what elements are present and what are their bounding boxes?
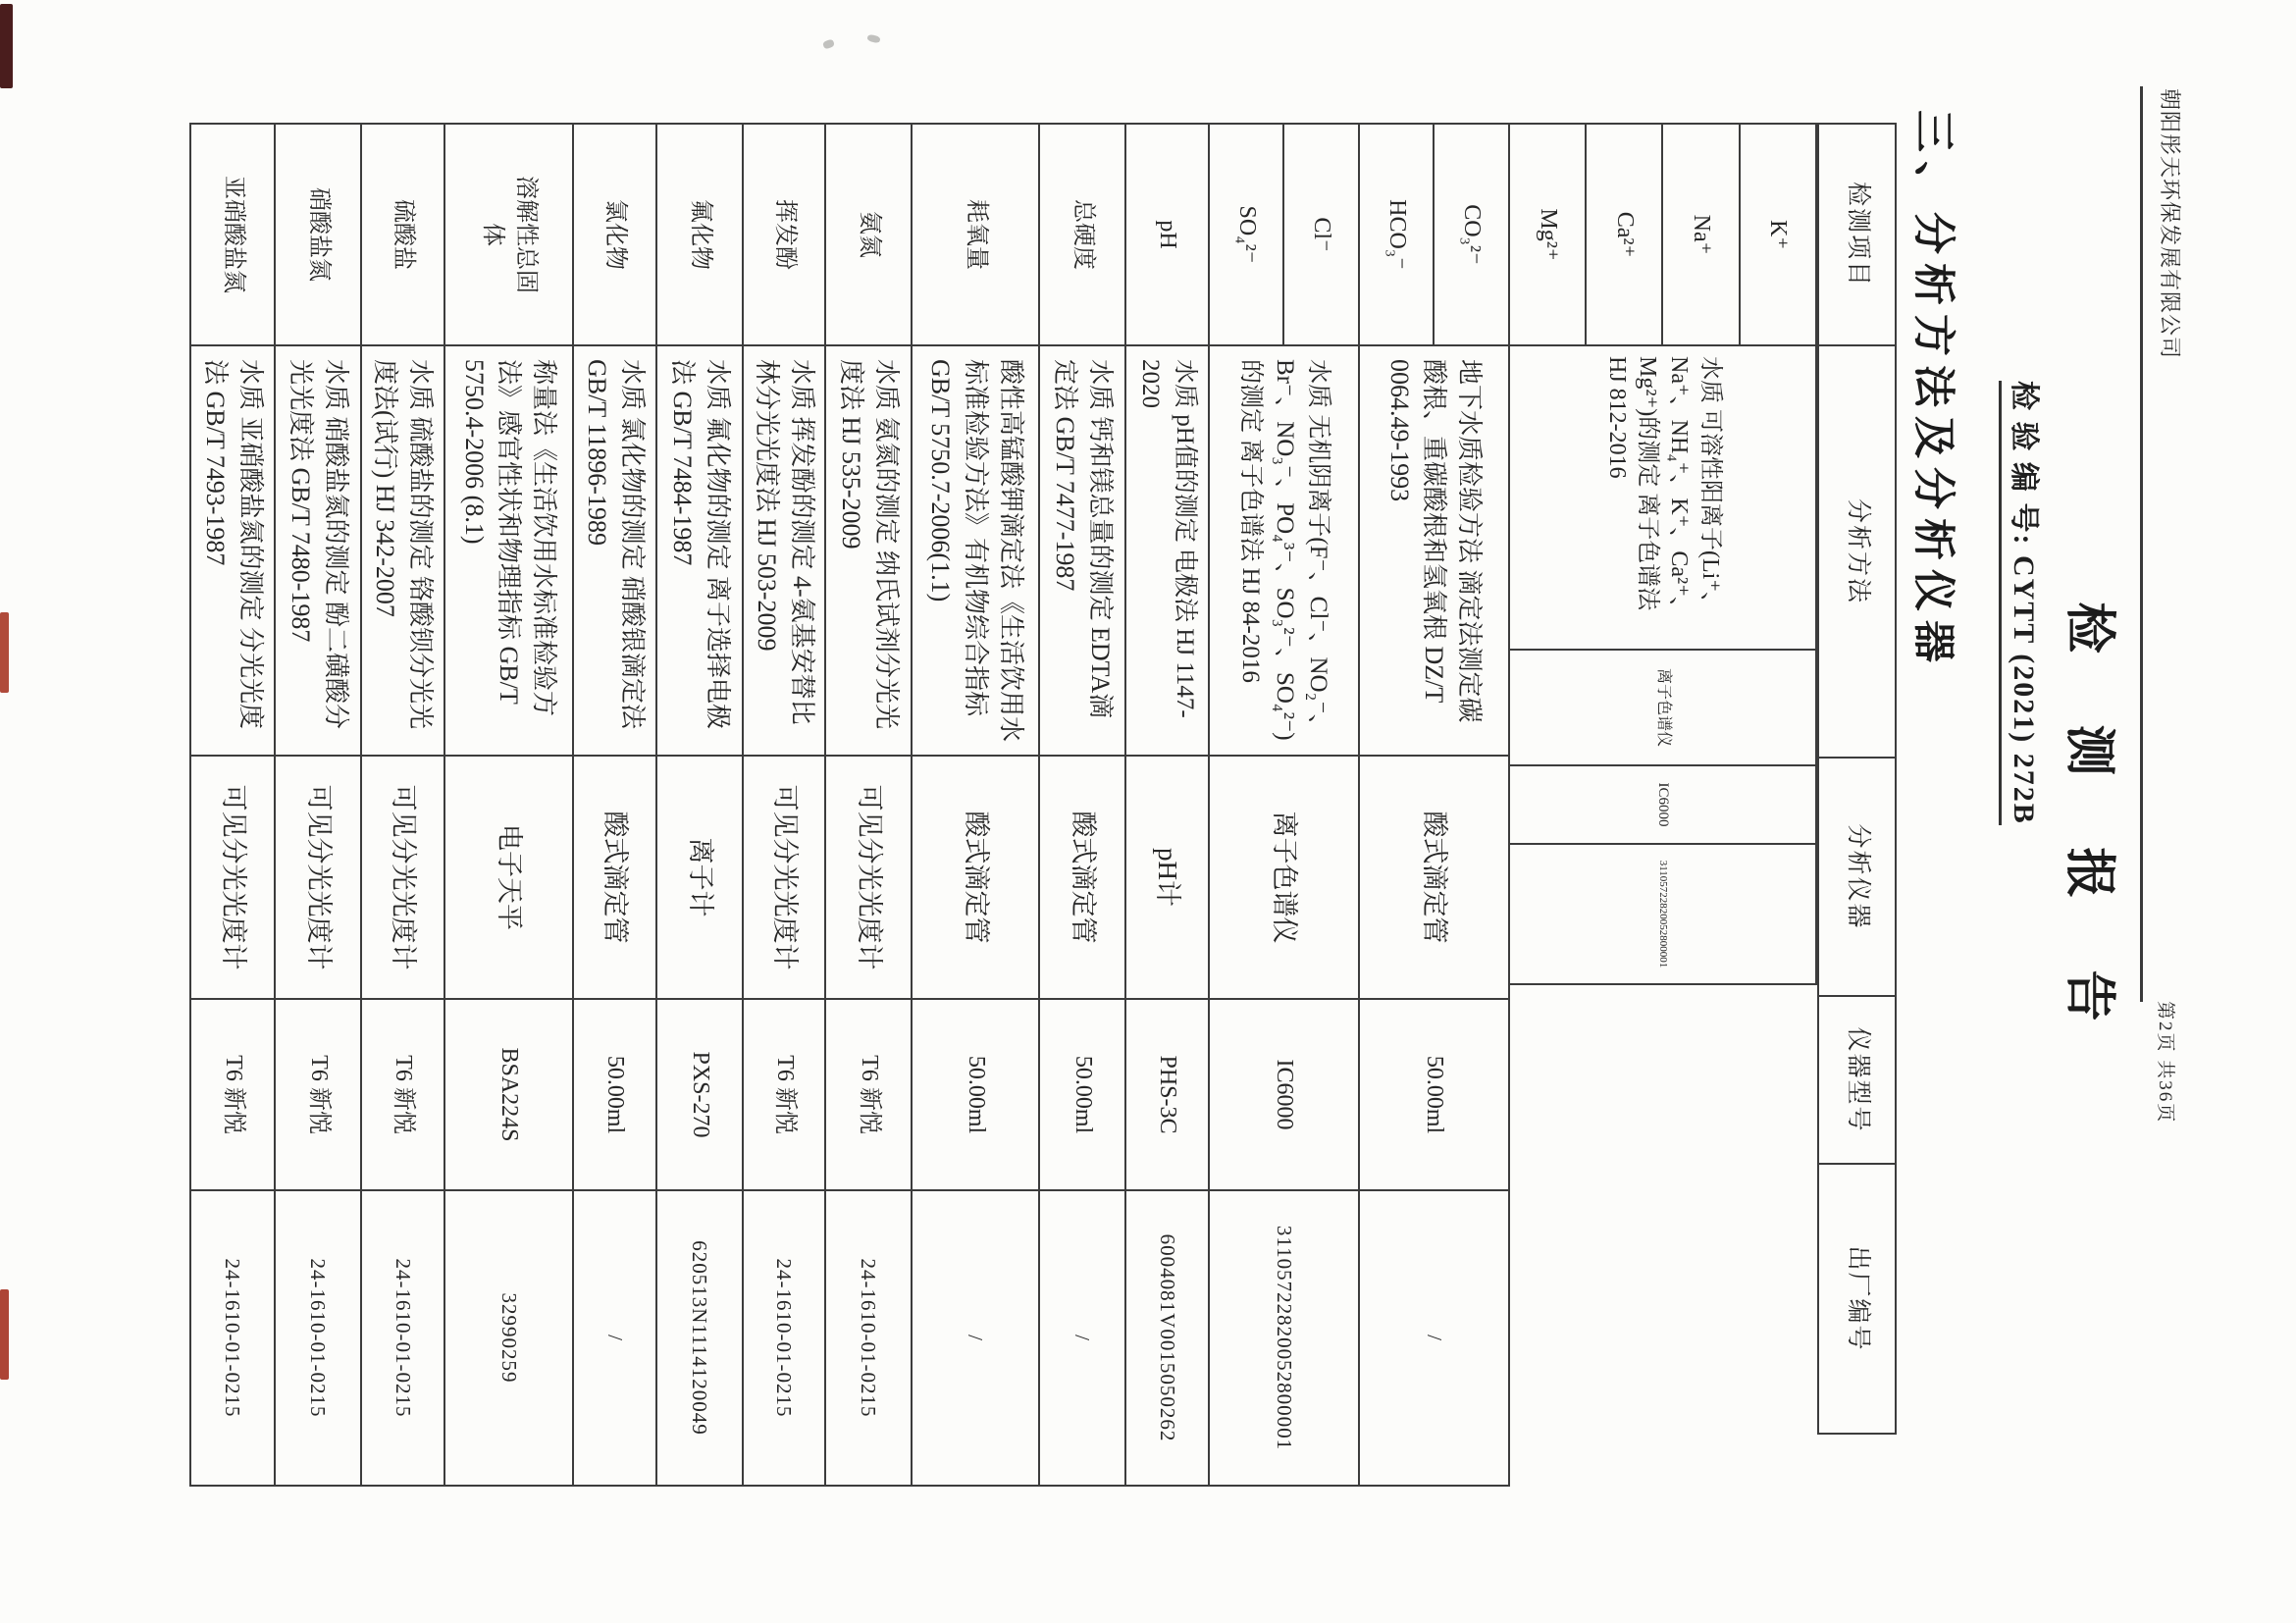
model-cell: T6 新悦 bbox=[824, 998, 913, 1191]
col-header-method: 分析方法 bbox=[1817, 344, 1897, 759]
table-row-group bbox=[824, 123, 913, 1487]
test-item-text: 硫酸盐 bbox=[391, 199, 417, 270]
model-cell: 50.00ml bbox=[1358, 998, 1510, 1191]
serial-cell: / bbox=[1038, 1189, 1126, 1487]
serial-cell: 31105722820052800001 bbox=[1208, 1189, 1360, 1487]
serial-cell: 32990259 bbox=[444, 1189, 574, 1487]
test-item-label bbox=[276, 125, 360, 344]
serial-cell: 24-1610-01-0215 bbox=[274, 1189, 362, 1487]
method-cell: 水质 氨氮的测定 纳氏试剂分光光度法 HJ 535-2009 bbox=[824, 344, 913, 757]
method-cell: 水质 pH值的测定 电极法 HJ 1147-2020 bbox=[1124, 344, 1210, 757]
test-item-text: 氟化物 bbox=[687, 199, 713, 270]
test-item-cells bbox=[1358, 123, 1510, 346]
table-row-group bbox=[1124, 123, 1210, 1487]
test-item-text: HCO₃⁻ bbox=[1383, 199, 1410, 270]
table-row-group bbox=[1508, 123, 1817, 1487]
test-item-text: 挥发酚 bbox=[771, 199, 798, 270]
test-item-label bbox=[1210, 125, 1283, 344]
instrument-cell: 可见分光光度计 bbox=[189, 755, 276, 1000]
instrument-cell: 离子色谱仪 bbox=[1508, 649, 1817, 766]
method-cell: 水质 挥发酚的测定 4-氨基安替比林分光光度法 HJ 503-2009 bbox=[742, 344, 826, 757]
test-item-cells bbox=[742, 123, 826, 346]
test-item-label bbox=[1126, 125, 1208, 344]
test-item-label bbox=[657, 125, 742, 344]
test-item-cells bbox=[572, 123, 657, 346]
instrument-cell: 离子计 bbox=[655, 755, 744, 1000]
serial-cell: 24-1610-01-0215 bbox=[742, 1189, 826, 1487]
model-cell: IC6000 bbox=[1208, 998, 1360, 1191]
report-number-label: 检 验 编 号: bbox=[2008, 381, 2040, 547]
instrument-cell: 可见分光光度计 bbox=[274, 755, 362, 1000]
test-item-label bbox=[1434, 125, 1509, 344]
table-body bbox=[189, 123, 1817, 1487]
test-item-text: CO₃²⁻ bbox=[1459, 204, 1486, 265]
test-item-text: 硝酸盐氮 bbox=[305, 187, 332, 282]
test-item-cells bbox=[1038, 123, 1126, 346]
instrument-cell: 酸式滴定管 bbox=[911, 755, 1040, 1000]
col-header-model: 仪器型号 bbox=[1817, 995, 1897, 1165]
model-cell: 50.00ml bbox=[911, 998, 1040, 1191]
method-cell: 酸性高锰酸钾滴定法《生活饮用水标准检验方法》有机物综合指标 GB/T 5750.7-2006(1.1) bbox=[911, 344, 1040, 757]
header-rule-line bbox=[2140, 86, 2143, 1002]
scan-edge-mark bbox=[0, 4, 13, 88]
test-item-label bbox=[1040, 125, 1124, 344]
method-cell: 水质 钙和镁总量的测定 EDTA滴定法 GB/T 7477-1987 bbox=[1038, 344, 1126, 757]
test-item-label bbox=[574, 125, 655, 344]
test-item-text: Mg²⁺ bbox=[1535, 208, 1561, 261]
test-item-cells bbox=[824, 123, 913, 346]
serial-cell: 24-1610-01-0215 bbox=[824, 1189, 913, 1487]
test-item-label bbox=[1510, 125, 1585, 344]
method-cell: 水质 硫酸盐的测定 铬酸钡分光光度法(试行) HJ 342-2007 bbox=[360, 344, 445, 757]
test-item-cells bbox=[1124, 123, 1210, 346]
method-cell: 水质 氟化物的测定 离子选择电极法 GB/T 7484-1987 bbox=[655, 344, 744, 757]
serial-cell: / bbox=[911, 1189, 1040, 1487]
model-cell: T6 新悦 bbox=[189, 998, 276, 1191]
instrument-cell: pH计 bbox=[1124, 755, 1210, 1000]
test-item-text: 氯化物 bbox=[602, 199, 629, 270]
table-row-group bbox=[655, 123, 744, 1487]
section-heading: 三、分析方法及分析仪器 bbox=[1909, 110, 1956, 671]
method-cell: 水质 氯化物的测定 硝酸银滴定法 GB/T 11896-1989 bbox=[572, 344, 657, 757]
model-cell: 50.00ml bbox=[572, 998, 657, 1191]
test-item-label bbox=[744, 125, 824, 344]
method-cell: 称量法《生活饮用水标准检验方法》感官性状和物理指标 GB/T 5750.4-2006 (8.1) bbox=[444, 344, 574, 757]
serial-cell: 24-1610-01-0215 bbox=[189, 1189, 276, 1487]
test-item-label bbox=[362, 125, 444, 344]
instrument-cell: 离子色谱仪 bbox=[1208, 755, 1360, 1000]
test-item-cells bbox=[274, 123, 362, 346]
method-cell: 水质 无机阴离子(F⁻、Cl⁻、NO₂⁻、Br⁻、NO₃⁻、PO₄³⁻、SO₃²⁻、SO₄²⁻)的测定 离子色谱法 HJ 84-2016 bbox=[1208, 344, 1360, 757]
table-row-group bbox=[911, 123, 1040, 1487]
page-number: 第2页 共36页 bbox=[2155, 1001, 2175, 1125]
test-item-text: 氨氮 bbox=[856, 211, 882, 258]
test-item-text: 溶解性总固体 bbox=[480, 176, 539, 293]
test-item-cells bbox=[189, 123, 276, 346]
model-cell: BSA224S bbox=[444, 998, 574, 1191]
test-item-text: Na⁺ bbox=[1689, 214, 1715, 255]
test-item-cells bbox=[444, 123, 574, 346]
table-row-group bbox=[1038, 123, 1126, 1487]
table-header-row bbox=[1817, 123, 1897, 1487]
test-item-text: pH bbox=[1155, 220, 1181, 249]
test-item-cells bbox=[360, 123, 445, 346]
test-item-text: K⁺ bbox=[1765, 220, 1792, 249]
test-item-label bbox=[913, 125, 1038, 344]
col-header-instrument: 分析仪器 bbox=[1817, 757, 1897, 997]
test-item-label bbox=[1662, 125, 1739, 344]
report-title: 检 测 报 告 bbox=[2061, 602, 2116, 1051]
test-item-label bbox=[191, 125, 274, 344]
scan-edge-mark bbox=[0, 1289, 9, 1380]
model-cell: 50.00ml bbox=[1038, 998, 1126, 1191]
instrument-cell: 电子天平 bbox=[444, 755, 574, 1000]
instrument-cell: 酸式滴定管 bbox=[1358, 755, 1510, 1000]
serial-cell: 31105722820052800001 bbox=[1508, 843, 1817, 985]
test-item-cells bbox=[1208, 123, 1360, 346]
report-number-line bbox=[1999, 381, 2049, 825]
method-cell: 水质 可溶性阳离子(Li⁺、Na⁺、NH₄⁺、K⁺、Ca²⁺、Mg²⁺)的测定 离子色谱法 HJ 812-2016 bbox=[1508, 344, 1817, 651]
table-row-group bbox=[572, 123, 657, 1487]
test-item-label bbox=[826, 125, 911, 344]
instrument-cell: 酸式滴定管 bbox=[1038, 755, 1126, 1000]
test-item-text: 耗氧量 bbox=[963, 199, 989, 270]
model-cell: IC6000 bbox=[1508, 764, 1817, 845]
test-item-label bbox=[1283, 125, 1359, 344]
table-row-group bbox=[1208, 123, 1360, 1487]
scan-smudge bbox=[866, 34, 880, 44]
test-item-label bbox=[1739, 125, 1815, 344]
test-item-cells bbox=[1508, 123, 1817, 346]
test-item-cells bbox=[911, 123, 1040, 346]
col-header-test-item: 检测项目 bbox=[1817, 123, 1897, 346]
test-item-cells bbox=[655, 123, 744, 346]
test-item-label bbox=[1360, 125, 1434, 344]
test-item-label bbox=[445, 125, 572, 344]
table-row-group bbox=[274, 123, 362, 1487]
test-item-text: 亚硝酸盐氮 bbox=[220, 176, 246, 293]
scan-smudge bbox=[822, 38, 835, 49]
model-cell: T6 新悦 bbox=[360, 998, 445, 1191]
method-cell: 地下水质检验方法 滴定法测定碳酸根、重碳酸根和氢氧根 DZ/T 0064.49-1993 bbox=[1358, 344, 1510, 757]
table-row-group bbox=[360, 123, 445, 1487]
test-item-text: SO₄²⁻ bbox=[1233, 205, 1260, 264]
instrument-cell: 可见分光光度计 bbox=[824, 755, 913, 1000]
instrument-cell: 可见分光光度计 bbox=[742, 755, 826, 1000]
serial-cell: / bbox=[1358, 1189, 1510, 1487]
serial-cell: / bbox=[572, 1189, 657, 1487]
serial-cell: 6004081V0015050262 bbox=[1124, 1189, 1210, 1487]
col-header-serial: 出厂编号 bbox=[1817, 1163, 1897, 1435]
test-item-text: Cl⁻ bbox=[1309, 217, 1335, 252]
model-cell: T6 新悦 bbox=[274, 998, 362, 1191]
table-row-group bbox=[444, 123, 574, 1487]
scan-edge-mark bbox=[0, 612, 9, 693]
company-name: 朝阳彤天环保发展有限公司 bbox=[2158, 88, 2182, 360]
serial-cell: 620513N1114120049 bbox=[655, 1189, 744, 1487]
method-cell: 水质 硝酸盐氮的测定 酚二磺酸分光光度法 GB/T 7480-1987 bbox=[274, 344, 362, 757]
model-cell: T6 新悦 bbox=[742, 998, 826, 1191]
method-cell: 水质 亚硝酸盐氮的测定 分光光度法 GB/T 7493-1987 bbox=[189, 344, 276, 757]
model-cell: PXS-270 bbox=[655, 998, 744, 1191]
methods-instruments-table bbox=[189, 123, 1897, 1487]
instrument-cell: 可见分光光度计 bbox=[360, 755, 445, 1000]
instrument-cell: 酸式滴定管 bbox=[572, 755, 657, 1000]
model-cell: PHS-3C bbox=[1124, 998, 1210, 1191]
test-item-text: 总硬度 bbox=[1070, 199, 1096, 270]
table-row-group bbox=[189, 123, 276, 1487]
serial-cell: 24-1610-01-0215 bbox=[360, 1189, 445, 1487]
test-item-label bbox=[1585, 125, 1661, 344]
table-row-group bbox=[742, 123, 826, 1487]
table-row-group bbox=[1358, 123, 1510, 1487]
test-item-text: Ca²⁺ bbox=[1611, 211, 1638, 258]
report-number-value: CYTT (2021) 272B bbox=[2008, 555, 2040, 825]
